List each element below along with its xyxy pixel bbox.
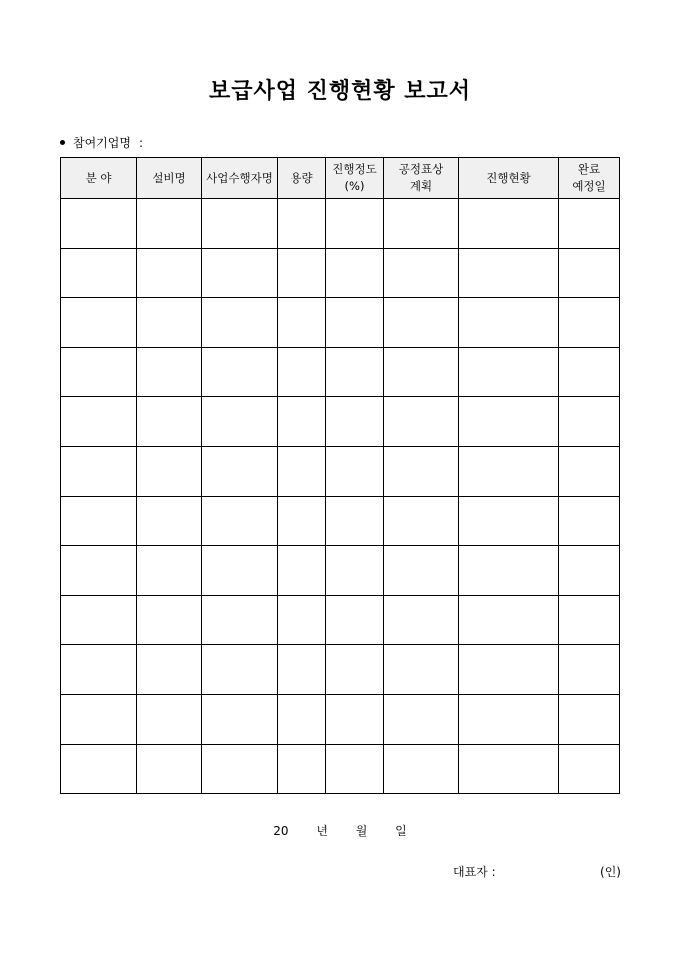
table-cell[interactable] bbox=[61, 248, 137, 298]
table-cell[interactable] bbox=[61, 446, 137, 496]
table-cell[interactable] bbox=[137, 645, 202, 695]
company-name-line bbox=[60, 134, 143, 151]
table-cell[interactable] bbox=[459, 199, 559, 249]
table-cell[interactable] bbox=[459, 595, 559, 645]
column-header bbox=[559, 158, 620, 199]
table-cell[interactable] bbox=[384, 744, 459, 794]
table-cell[interactable] bbox=[384, 347, 459, 397]
table-cell[interactable] bbox=[559, 298, 620, 348]
table-row bbox=[61, 199, 620, 249]
table-cell[interactable] bbox=[278, 347, 326, 397]
table-row bbox=[61, 347, 620, 397]
table-cell[interactable] bbox=[326, 694, 384, 744]
table-cell[interactable] bbox=[137, 446, 202, 496]
table-cell[interactable] bbox=[61, 397, 137, 447]
year-label: 년 bbox=[316, 824, 328, 838]
table-cell[interactable] bbox=[278, 397, 326, 447]
column-header bbox=[459, 158, 559, 199]
representative-line bbox=[453, 863, 621, 880]
table-cell[interactable] bbox=[202, 446, 278, 496]
column-header-text: 예정일 bbox=[572, 179, 606, 193]
table-cell[interactable] bbox=[278, 744, 326, 794]
table-cell[interactable] bbox=[137, 496, 202, 546]
table-row bbox=[61, 248, 620, 298]
column-header bbox=[202, 158, 278, 199]
page-title: 보급사업 진행현황 보고서 bbox=[208, 78, 472, 104]
table-cell[interactable] bbox=[137, 694, 202, 744]
column-header-text: 사업수행자명 bbox=[206, 170, 273, 185]
table-cell[interactable] bbox=[459, 347, 559, 397]
table-cell[interactable] bbox=[137, 199, 202, 249]
table-cell[interactable] bbox=[559, 446, 620, 496]
table-cell[interactable] bbox=[459, 744, 559, 794]
column-header-text: 진행정도 bbox=[332, 162, 377, 176]
table-cell[interactable] bbox=[137, 546, 202, 596]
column-header-text: 공정표상 bbox=[398, 162, 444, 176]
table-cell[interactable] bbox=[559, 546, 620, 596]
table-cell[interactable] bbox=[202, 298, 278, 348]
table-cell[interactable] bbox=[559, 744, 620, 794]
column-header-text: (%) bbox=[344, 179, 365, 193]
table-cell[interactable] bbox=[202, 595, 278, 645]
table-cell[interactable] bbox=[459, 248, 559, 298]
table-cell[interactable] bbox=[559, 496, 620, 546]
table-cell[interactable] bbox=[326, 645, 384, 695]
table-cell[interactable] bbox=[202, 199, 278, 249]
column-header-text: 완료 bbox=[577, 162, 601, 176]
table-cell[interactable] bbox=[384, 546, 459, 596]
table-cell[interactable] bbox=[326, 744, 384, 794]
table-row bbox=[61, 546, 620, 596]
table-cell[interactable] bbox=[326, 298, 384, 348]
month-label: 월 bbox=[355, 824, 368, 838]
table-row bbox=[61, 446, 620, 496]
table-cell[interactable] bbox=[326, 199, 384, 249]
column-header-text: 진행현황 bbox=[486, 170, 531, 185]
table-cell[interactable] bbox=[137, 744, 202, 794]
column-header-text: 분 야 bbox=[85, 170, 112, 185]
table-cell[interactable] bbox=[384, 199, 459, 249]
column-header-text: 계획 bbox=[409, 179, 433, 193]
table-cell[interactable] bbox=[559, 248, 620, 298]
table-cell[interactable] bbox=[61, 199, 137, 249]
table-header-row bbox=[61, 158, 620, 199]
table-cell[interactable] bbox=[137, 397, 202, 447]
table-cell[interactable] bbox=[326, 397, 384, 447]
seal-label: (인) bbox=[600, 865, 621, 879]
table-cell[interactable] bbox=[202, 347, 278, 397]
table-cell[interactable] bbox=[459, 645, 559, 695]
table-cell[interactable] bbox=[61, 298, 137, 348]
table-cell[interactable] bbox=[384, 694, 459, 744]
table-cell[interactable] bbox=[459, 397, 559, 447]
table-cell[interactable] bbox=[61, 595, 137, 645]
table-row bbox=[61, 595, 620, 645]
table-cell[interactable] bbox=[278, 248, 326, 298]
table-cell[interactable] bbox=[459, 546, 559, 596]
table-cell[interactable] bbox=[459, 496, 559, 546]
table-cell[interactable] bbox=[202, 694, 278, 744]
table-cell[interactable] bbox=[202, 248, 278, 298]
table-cell[interactable] bbox=[384, 397, 459, 447]
table-cell[interactable] bbox=[559, 347, 620, 397]
column-header-text: 설비명 bbox=[152, 170, 186, 185]
table-cell[interactable] bbox=[326, 595, 384, 645]
table-cell[interactable] bbox=[137, 298, 202, 348]
company-label: 참여기업명 bbox=[73, 136, 131, 150]
table-cell[interactable] bbox=[384, 248, 459, 298]
table-row bbox=[61, 397, 620, 447]
table-cell[interactable] bbox=[559, 199, 620, 249]
table-cell[interactable] bbox=[137, 248, 202, 298]
table-row bbox=[61, 694, 620, 744]
column-header bbox=[278, 158, 326, 199]
table-body bbox=[61, 199, 620, 794]
table-cell[interactable] bbox=[326, 248, 384, 298]
table-row bbox=[61, 298, 620, 348]
column-header-text: 용량 bbox=[290, 170, 313, 185]
day-label: 일 bbox=[395, 824, 407, 838]
table-cell[interactable] bbox=[384, 298, 459, 348]
table-cell[interactable] bbox=[278, 298, 326, 348]
table-cell[interactable] bbox=[459, 694, 559, 744]
table-cell[interactable] bbox=[202, 645, 278, 695]
table-cell[interactable] bbox=[202, 496, 278, 546]
table-cell[interactable] bbox=[278, 595, 326, 645]
column-header bbox=[384, 158, 459, 199]
table-row bbox=[61, 744, 620, 794]
table-cell[interactable] bbox=[278, 496, 326, 546]
table-cell[interactable] bbox=[384, 496, 459, 546]
table-cell[interactable] bbox=[278, 694, 326, 744]
year-prefix: 20 bbox=[273, 824, 289, 838]
table-cell[interactable] bbox=[326, 496, 384, 546]
table-cell[interactable] bbox=[202, 744, 278, 794]
date-line bbox=[0, 822, 680, 839]
table-cell[interactable] bbox=[326, 446, 384, 496]
table-cell[interactable] bbox=[202, 397, 278, 447]
table-cell[interactable] bbox=[278, 645, 326, 695]
table-cell[interactable] bbox=[559, 694, 620, 744]
progress-table bbox=[60, 157, 620, 794]
table-cell[interactable] bbox=[61, 496, 137, 546]
table-cell[interactable] bbox=[326, 546, 384, 596]
column-header bbox=[326, 158, 384, 199]
table-cell[interactable] bbox=[137, 347, 202, 397]
table-cell[interactable] bbox=[61, 694, 137, 744]
table-cell[interactable] bbox=[559, 645, 620, 695]
table-cell[interactable] bbox=[459, 446, 559, 496]
representative-label: 대표자 : bbox=[453, 865, 496, 879]
table-cell[interactable] bbox=[278, 446, 326, 496]
column-header bbox=[61, 158, 137, 199]
table-cell[interactable] bbox=[137, 595, 202, 645]
table-cell[interactable] bbox=[202, 546, 278, 596]
table-row bbox=[61, 496, 620, 546]
company-colon: : bbox=[138, 135, 144, 150]
table-cell[interactable] bbox=[559, 595, 620, 645]
table-cell[interactable] bbox=[278, 546, 326, 596]
table-cell[interactable] bbox=[61, 645, 137, 695]
bullet-icon bbox=[60, 140, 65, 145]
table-cell[interactable] bbox=[384, 595, 459, 645]
table-cell[interactable] bbox=[559, 397, 620, 447]
table-cell[interactable] bbox=[61, 744, 137, 794]
table-cell[interactable] bbox=[61, 347, 137, 397]
column-header bbox=[137, 158, 202, 199]
table-row bbox=[61, 645, 620, 695]
table-cell[interactable] bbox=[278, 199, 326, 249]
table-cell[interactable] bbox=[384, 446, 459, 496]
table-cell[interactable] bbox=[61, 546, 137, 596]
table-cell[interactable] bbox=[326, 347, 384, 397]
table-cell[interactable] bbox=[459, 298, 559, 348]
table-cell[interactable] bbox=[384, 645, 459, 695]
